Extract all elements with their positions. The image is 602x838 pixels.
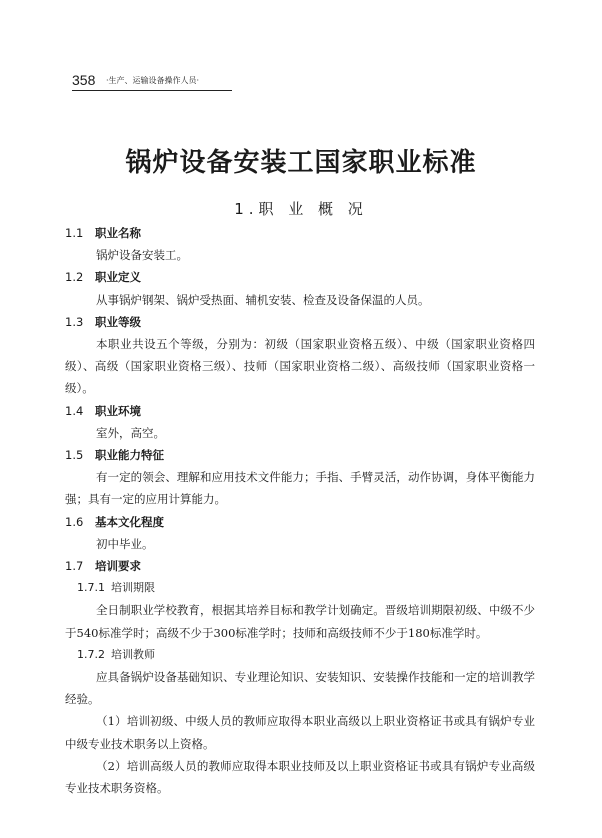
paragraph: 有一定的领会、理解和应用技术文件能力；手指、手臂灵活，动作协调，身体平衡能力强；具有一定的应用计算能力。 — [65, 470, 535, 507]
section-number: 1.3 — [65, 314, 84, 329]
running-header — [72, 72, 232, 91]
section-title: 培训要求 — [95, 559, 141, 574]
section-title: 职业定义 — [95, 270, 141, 285]
subsection-title: 培训教师 — [111, 647, 155, 661]
chapter-heading: 1.职 业 概 况 — [234, 200, 368, 218]
paragraph: 应具备锅炉设备基础知识、专业理论知识、安装知识、安装操作技能和一定的培训教学经验。 — [65, 670, 535, 707]
document-body — [65, 222, 535, 799]
section-number: 1.5 — [65, 448, 84, 463]
section-title: 职业等级 — [95, 314, 141, 329]
section-number: 1.7 — [65, 559, 84, 574]
section-heading — [65, 311, 535, 333]
paragraph: 初中毕业。 — [96, 536, 154, 551]
page-number: 358 — [72, 72, 96, 88]
section-title: 基本文化程度 — [95, 514, 164, 529]
paragraph: 全日制职业学校教育，根据其培养目标和教学计划确定。晋级培训期限初级、中级不少于540标准学时；高级不少于300标准学时；技师和高级技师不少于180标准学时。 — [65, 603, 535, 640]
subsection-heading — [65, 577, 535, 599]
subsection-heading — [65, 644, 535, 666]
paragraph: （1）培训初级、中级人员的教师应取得本职业高级以上职业资格证书或具有锅炉专业中级专业技术职务以上资格。 — [65, 714, 535, 751]
section-number: 1.2 — [65, 270, 84, 285]
paragraph: 从事锅炉钢架、锅炉受热面、辅机安装、检查及设备保温的人员。 — [96, 292, 430, 307]
section-heading — [65, 266, 535, 288]
subsection-number: 1.7.2 — [77, 647, 105, 661]
section-heading — [65, 222, 535, 244]
document-title: 锅炉设备安装工国家职业标准 — [125, 148, 477, 178]
section-heading — [65, 555, 535, 577]
section-title: 职业能力特征 — [95, 448, 164, 463]
section-heading — [65, 444, 535, 466]
section-number: 1.4 — [65, 403, 84, 418]
subsection-title: 培训期限 — [111, 581, 155, 595]
paragraph: 锅炉设备安装工。 — [96, 248, 188, 263]
section-heading — [65, 511, 535, 533]
section-title: 职业名称 — [95, 226, 141, 240]
section-heading — [65, 400, 535, 422]
section-title: 职业环境 — [95, 403, 141, 418]
running-title: ·生产、运输设备操作人员· — [106, 76, 200, 85]
section-number: 1.1 — [65, 226, 84, 240]
subsection-number: 1.7.1 — [77, 581, 105, 595]
paragraph: 本职业共设五个等级，分别为：初级（国家职业资格五级）、中级（国家职业资格四级）、高级（国家职业资格三级）、技师（国家职业资格二级）、高级技师（国家职业资格一级）。 — [65, 337, 535, 396]
section-number: 1.6 — [65, 514, 84, 529]
paragraph: 室外，高空。 — [96, 425, 165, 440]
paragraph: （2）培训高级人员的教师应取得本职业技师及以上职业资格证书或具有锅炉专业高级专业技术职务资格。 — [65, 758, 535, 796]
